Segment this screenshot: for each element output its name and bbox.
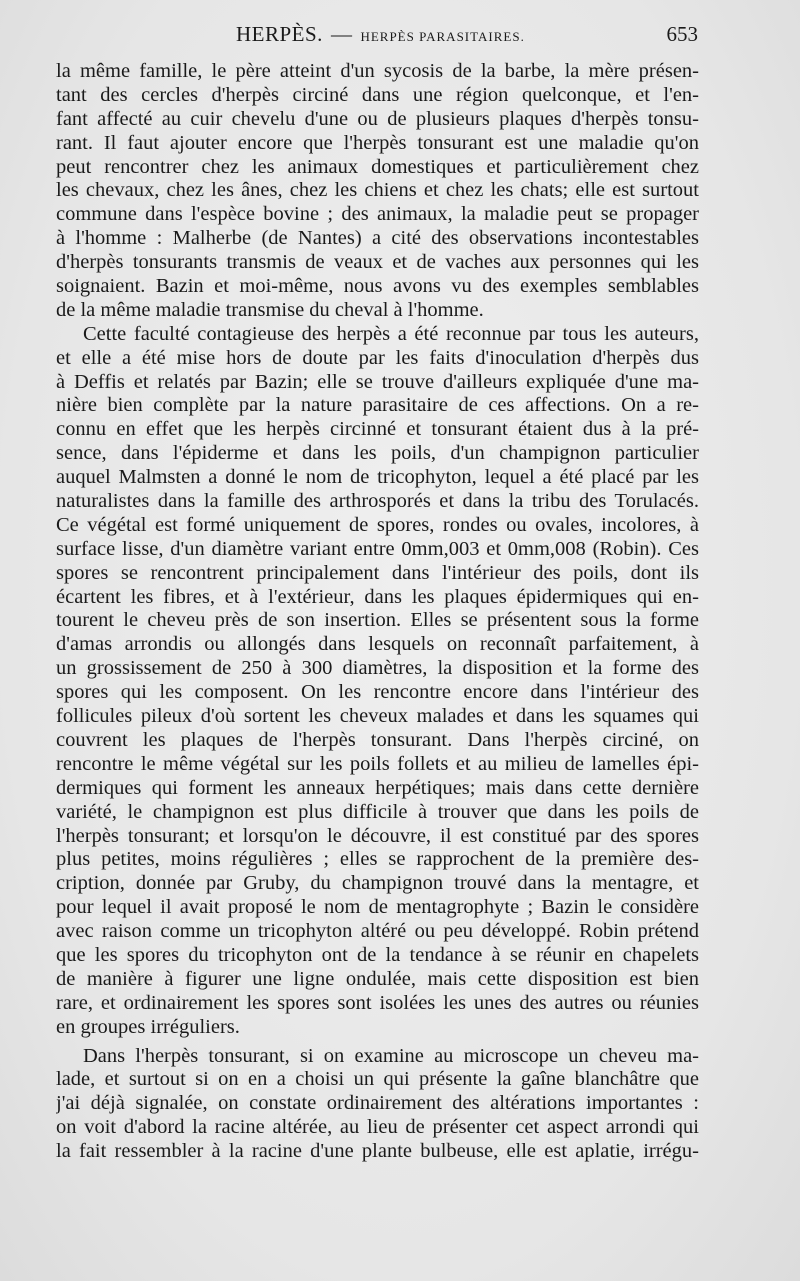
text-line: variété, le champignon est plus difficile à trouver que dans les poils de — [56, 800, 699, 823]
text-line: follicules pileux d'où sortent les cheveux malades et dans les squames qui — [56, 705, 699, 728]
text-line: et elle a été mise hors de doute par les faits d'inoculation d'herpès dus — [56, 346, 699, 369]
paragraph-start-line: Dans l'herpès tonsurant, si on examine au microscope un cheveu ma- — [83, 1044, 699, 1067]
text-line: en groupes irréguliers. — [56, 1015, 240, 1038]
text-line: la même famille, le père atteint d'un sycosis de la barbe, la mère présen- — [56, 60, 699, 82]
text-line: spores qui les composent. On les rencontre encore dans l'intérieur des — [56, 681, 699, 704]
text-line: on voit d'abord la racine altérée, au lieu de présenter cet aspect arrondi qui — [56, 1116, 699, 1139]
text-line: Ce végétal est formé uniquement de spores, rondes ou ovales, incolores, à — [56, 513, 699, 536]
body-text — [56, 60, 699, 1164]
text-line: cription, donnée par Gruby, du champignon trouvé dans la mentagre, et — [56, 872, 699, 895]
text-line: d'herpès tonsurants transmis de veaux et de vaches aux personnes qui les — [56, 251, 699, 274]
text-line: surface lisse, d'un diamètre variant entre 0mm,003 et 0mm,008 (Robin). Ces — [56, 537, 699, 560]
text-line: connu en effet que les herpès circinné et tonsurant étaient dus à la pré- — [56, 418, 699, 441]
text-line: la fait ressembler à la racine d'une plante bulbeuse, elle est aplatie, irrégu- — [56, 1140, 699, 1163]
running-header — [58, 22, 698, 50]
text-line: j'ai déjà signalée, on constate ordinairement des altérations importantes : — [56, 1092, 699, 1115]
text-line: sence, dans l'épiderme et dans les poils, d'un champignon particulier — [56, 442, 699, 465]
chapter-title: HERPÈS. — [236, 22, 323, 46]
text-line: plus petites, moins régulières ; elles se rapprochent de la première des- — [56, 848, 699, 871]
text-line: de la même maladie transmise du cheval à l'homme. — [56, 298, 484, 321]
text-line: nière bien complète par la nature parasitaire de ces affections. On a re- — [56, 394, 699, 417]
section-subtitle: HERPÈS PARASITAIRES. — [360, 29, 525, 44]
text-line: dermiques qui forment les anneaux herpétiques; mais dans cette dernière — [56, 776, 699, 799]
text-line: peut rencontrer chez les animaux domestiques et particulièrement chez — [56, 155, 699, 178]
text-line: couvrent les plaques de l'herpès tonsurant. Dans l'herpès circiné, on — [56, 728, 699, 751]
title-separator: — — [330, 22, 353, 46]
text-line: naturalistes dans la famille des arthrosporés et dans la tribu des Torulacés. — [56, 490, 699, 513]
text-line: un grossissement de 250 à 300 diamètres, la disposition et la forme des — [56, 657, 699, 680]
text-line: de manière à figurer une ligne ondulée, mais cette disposition est bien — [56, 967, 699, 990]
text-line: fant affecté au cuir chevelu d'une ou de plusieurs plaques d'herpès tonsu- — [56, 107, 699, 130]
text-line: commune dans l'espèce bovine ; des animaux, la maladie peut se propager — [56, 203, 699, 226]
text-line: rencontre le même végétal sur les poils follets et au milieu de lamelles épi- — [56, 752, 699, 775]
page-number: 653 — [666, 22, 698, 46]
text-line: tant des cercles d'herpès circiné dans une région quelconque, et l'en- — [56, 83, 699, 106]
text-line: avec raison comme un tricophyton altéré ou peu développé. Robin prétend — [56, 920, 699, 943]
text-line: d'amas arrondis ou allongés dans lesquels on reconnaît parfaitement, à — [56, 633, 699, 656]
text-line: lade, et surtout si on en a choisi un qui présente la gaîne blanchâtre que — [56, 1068, 699, 1091]
paragraph-start-line: Cette faculté contagieuse des herpès a été reconnue par tous les auteurs, — [83, 322, 699, 345]
text-line: les chevaux, chez les ânes, chez les chiens et chez les chats; elle est surtout — [56, 179, 699, 202]
text-line: tourent le cheveu près de son insertion. Elles se présentent sous la forme — [56, 609, 699, 632]
text-line: rare, et ordinairement les spores sont isolées les unes des autres ou réunies — [56, 991, 699, 1014]
text-line: auquel Malmsten a donné le nom de tricophyton, lequel a été placé par les — [56, 466, 699, 489]
text-line: rant. Il faut ajouter encore que l'herpès tonsurant est une maladie qu'on — [56, 131, 699, 154]
text-line: que les spores du tricophyton ont de la tendance à se réunir en chapelets — [56, 943, 699, 966]
text-line: pour lequel il avait proposé le nom de mentagrophyte ; Bazin le considère — [56, 896, 699, 919]
text-line: écartent les fibres, et à l'extérieur, dans les plaques épidermiques qui en- — [56, 585, 699, 608]
text-line: soignaient. Bazin et moi-même, nous avons vu des exemples semblables — [56, 275, 699, 298]
text-line: l'herpès tonsurant; et lorsqu'on le découvre, il est constitué par des spores — [56, 824, 699, 847]
text-line: spores se rencontrent principalement dans l'intérieur des poils, dont ils — [56, 561, 699, 584]
running-title — [236, 22, 525, 47]
text-line: à Deffis et relatés par Bazin; elle se trouve d'ailleurs expliquée d'une ma- — [56, 370, 699, 393]
text-line: à l'homme : Malherbe (de Nantes) a cité des observations incontestables — [56, 227, 699, 250]
